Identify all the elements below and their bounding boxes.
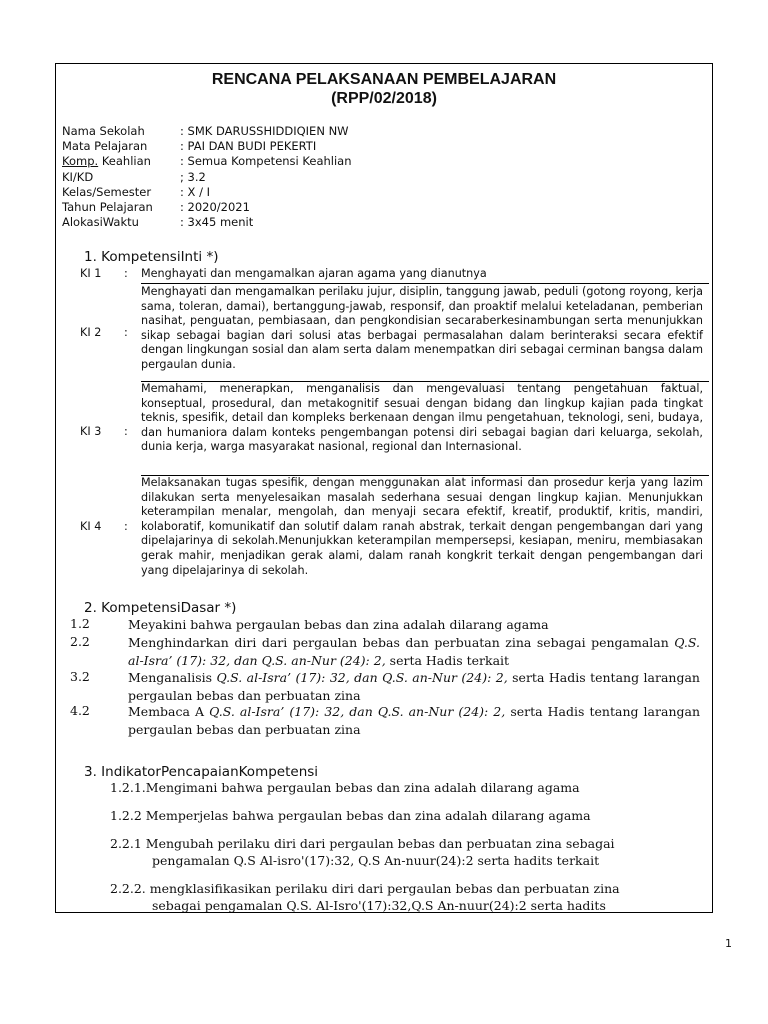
indicator-item: 2.2.1 Mengubah perilaku diri dari pergaulan bebas dan perbuatan zina sebagai (110, 836, 615, 851)
kd-text-italic: Q.S. al-Isra’ (17): 32, dan Q.S. an-Nur (24): 2, (209, 704, 506, 719)
indicator-item: 2.2.2. mengklasifikasikan perilaku diri dari pergaulan bebas dan perbuatan zina (110, 881, 620, 896)
identity-key-rest: Keahlian (98, 154, 151, 169)
indicator-item-continued: pengamalan Q.S Al-isro'(17):32, Q.S An-nuur(24):2 serta hadits terkait (152, 853, 600, 868)
ki-colon: : (124, 520, 128, 533)
section-heading-ki: 1. KompetensiInti *) (84, 249, 219, 265)
identity-value: : Semua Kompetensi Keahlian (180, 154, 352, 169)
kd-text-italic: Q.S. al-Isra’ (17): 32, dan Q.S. an-Nur (24): 2, (216, 670, 508, 685)
identity-value: : 2020/2021 (180, 200, 250, 215)
kd-text (128, 669, 700, 705)
ki-divider (141, 283, 709, 284)
kd-text-b: serta Hadis terkait (385, 652, 510, 668)
kd-text-a: Membaca A (128, 704, 210, 719)
identity-row (62, 154, 352, 169)
ki-label: KI 1 (80, 267, 102, 280)
kd-text-b: serta Hadis tentang larangan pergaulan bebas dan perbuatan zina (128, 704, 700, 737)
section-heading-kd: 2. KompetensiDasar *) (84, 600, 237, 616)
title-line-1: RENCANA PELAKSANAAN PEMBELAJARAN (211, 71, 557, 88)
ki-text: Melaksanakan tugas spesifik, dengan menggunakan alat informasi dan prosedur kerja yang lazim dilakukan serta menyelesaikan masalah sederhana sesuai dengan lingkup kajian. Menunjukkan keterampilan menalar, mengolah, dan menyaji secara efektif, kreatif, produktif, kritis, mandiri, kolaboratif, komunikatif dan solutif dalam ranah abstrak, terkait dengan pengembangan dari yang dipelajarinya di sekolah.Menunjukkan keterampilan mempersepsi, kesiapan, meniru, membiasakan gerak mahir, menjadikan gerak alami, dalam ranah kongkrit terkait dengan pengembangan dari yang dipelajarinya di sekolah. (141, 476, 703, 577)
identity-row (62, 185, 352, 200)
identity-key: KI/KD (62, 169, 94, 184)
identity-row (62, 124, 352, 139)
identity-key: Nama Sekolah (62, 124, 145, 138)
kd-number: 2.2 (70, 634, 90, 649)
kd-text-b: serta Hadis tentang larangan pergaulan bebas dan perbuatan zina (128, 670, 700, 703)
document-title (56, 70, 712, 108)
kd-text (128, 634, 700, 670)
indicator-item-continued: sebagai pengamalan Q.S. Al-Isro'(17):32,Q.S An-nuur(24):2 serta hadits (152, 898, 606, 913)
document-frame (55, 63, 713, 913)
identity-value: ; 3.2 (180, 169, 206, 184)
identity-row (62, 139, 352, 154)
identity-key (62, 154, 180, 169)
identity-key: Tahun Pelajaran (62, 200, 153, 215)
identity-row (62, 215, 352, 230)
identity-key: Kelas/Semester (62, 184, 152, 199)
kd-text (128, 616, 700, 634)
identity-key: AlokasiWaktu (62, 215, 139, 230)
indicator-item: 1.2.2 Memperjelas bahwa pergaulan bebas dan zina adalah dilarang agama (110, 808, 591, 823)
identity-row (62, 170, 352, 185)
kd-text-a: Menghindarkan diri dari pergaulan bebas dan perbuatan zina sebagai pengamalan (128, 635, 675, 650)
kd-text-a: Meyakini bahwa pergaulan bebas dan zina adalah dilarang agama (128, 617, 549, 632)
identity-value: : SMK DARUSSHIDDIQIEN NW (180, 124, 349, 138)
ki-colon: : (124, 267, 128, 280)
kd-number: 3.2 (70, 669, 90, 684)
ki-text: Menghayati dan mengamalkan perilaku jujur, disiplin, tanggung jawab, peduli (gotong royong, kerja sama, toleran, damai), bertanggung-jawab, responsif, dan proaktif melalui keteladanan, pemberian nasihat, penguatan, pembiasaan, dan pengkondisian secaraberkesinambungan serta menunjukkan sikap sebagai bagian dari solusi atas berbagai permasalahan dalam berinteraksi secara efektif dengan lingkungan sosial dan alam serta dalam menempatkan diri sebagai cerminan bangsa dalam pergaulan dunia. (141, 285, 703, 371)
identity-value: : PAI DAN BUDI PEKERTI (180, 139, 317, 154)
identity-block (62, 124, 352, 230)
section-heading-indikator: 3. IndikatorPencapaianKompetensi (84, 764, 319, 780)
page-number: 1 (725, 937, 732, 950)
ki-text: Menghayati dan mengamalkan ajaran agama yang dianutnya (141, 267, 487, 280)
identity-row (62, 200, 352, 215)
ki-text: Memahami, menerapkan, menganalisis dan mengevaluasi tentang pengetahuan faktual, konseptual, prosedural, dan metakognitif sesuai dengan bidang dan lingkup kajian pada tingkat teknis, spesifik, detail dan kompleks berkenaan dengan ilmu pengetahuan, teknologi, seni, budaya, dan humaniora dalam konteks pengembangan potensi diri sebagai bagian dari keluarga, sekolah, dunia kerja, warga masyarakat nasional, regional dan Internasional. (141, 382, 703, 454)
ki-colon: : (124, 425, 128, 438)
identity-value: : 3x45 menit (180, 215, 254, 230)
ki-label: KI 4 (80, 520, 102, 533)
ki-label: KI 3 (80, 425, 102, 438)
identity-value: : X / I (180, 184, 210, 199)
identity-key-underlined: Komp. (62, 154, 99, 169)
identity-key: Mata Pelajaran (62, 139, 148, 154)
title-line-2: (RPP/02/2018) (331, 90, 437, 107)
kd-number: 4.2 (70, 703, 90, 718)
kd-text-a: Menganalisis (128, 670, 217, 685)
ki-label: KI 2 (80, 326, 102, 339)
ki-colon: : (124, 326, 128, 339)
kd-number: 1.2 (70, 616, 90, 631)
kd-text (128, 703, 700, 739)
kd-text-italic: Q.S. al-Isra’ (17): 32, dan Q.S. an-Nur (24): 2, (128, 635, 700, 668)
indicator-item: 1.2.1.Mengimani bahwa pergaulan bebas dan zina adalah dilarang agama (110, 780, 580, 795)
